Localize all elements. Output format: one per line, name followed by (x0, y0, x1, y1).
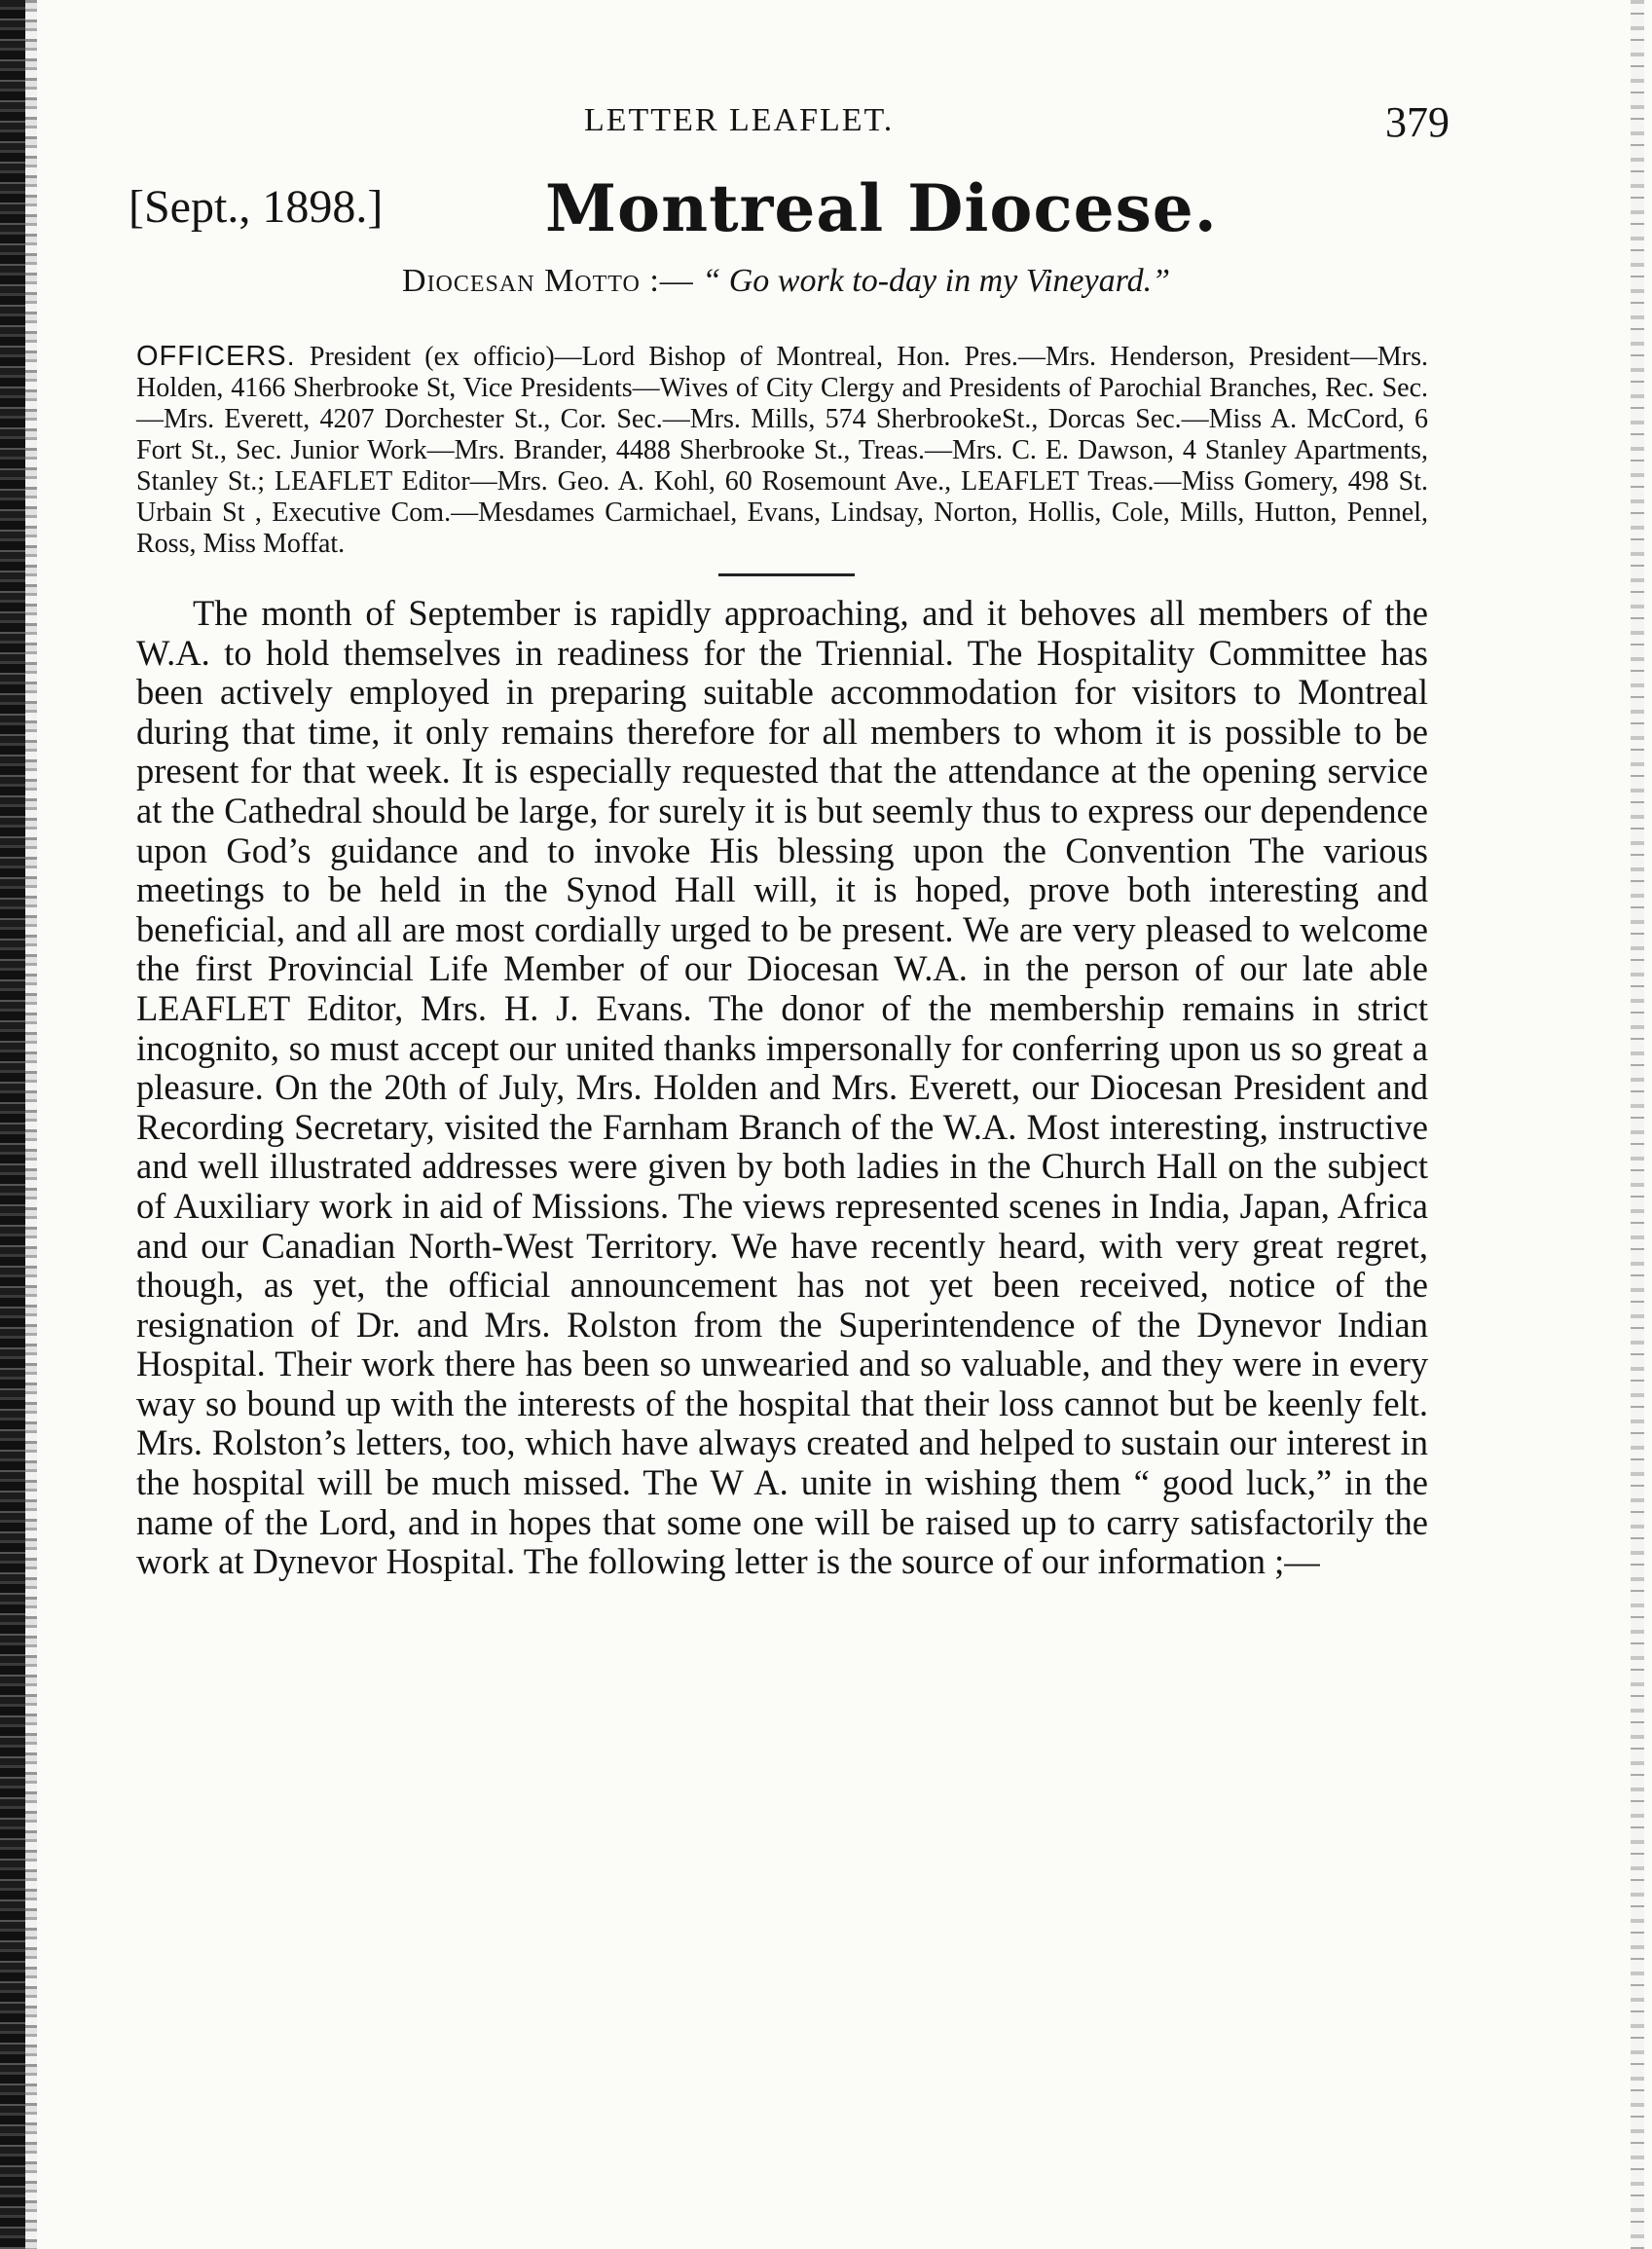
scan-edge-right (1631, 0, 1644, 2249)
officers-text: President (ex officio)—Lord Bishop of Montreal, Hon. Pres.—Mrs. Henderson, President—Mrs. Holden, 4166 Sherbrooke St, Vice Presidents—Wives of City Clergy and Presidents of Parochial Branches, Rec. Sec.—Mrs. Everett, 4207 Dorchester St., Cor. Sec.—Mrs. Mills, 574 SherbrookeSt., Dorcas Sec.—Miss A. McCord, 6 Fort St., Sec. Junior Work—Mrs. Brander, 4488 Sherbrooke St., Treas.—Mrs. C. E. Dawson, 4 Stanley Apartments, Stanley St.; LEAFLET Editor—Mrs. Geo. A. Kohl, 60 Rosemount Ave., LEAFLET Treas.—Miss Gomery, 498 St. Urbain St , Executive Com.—Mesdames Carmichael, Evans, Lindsay, Norton, Hollis, Cole, Mills, Hutton, Pennel, Ross, Miss Moffat. (136, 342, 1428, 559)
page-number: 379 (1385, 98, 1450, 146)
section-divider (718, 573, 855, 576)
motto-text: “ Go work to-day in my Vineyard.” (702, 263, 1170, 299)
body-paragraph: The month of September is rapidly approaching, and it behoves all members of the W.A. to hold themselves in readiness for the Triennial. The Hospitality Committee has been actively employed in preparing suitable accommodation for visitors to Montreal during that time, it only remains therefore for all members to whom it is possible to be present for that week. It is especially requested that the attendance at the opening service at the Cathedral should be large, for surely it is but seemly thus to express our dependence upon God’s guidance and to invoke His blessing upon the Convention The various meetings to be held in the Synod Hall will, it is hoped, prove both interesting and beneficial, and all are most cordially urged to be present. We are very pleased to welcome the first Provincial Life Member of our Diocesan W.A. in the person of our late able LEAFLET Editor, Mrs. H. J. Evans. The donor of the membership remains in strict incognito, so must accept our united thanks impersonally for conferring upon us so great a pleasure. On the 20th of July, Mrs. Holden and Mrs. Everett, our Diocesan President and Recording Secretary, visited the Farnham Branch of the W.A. Most interesting, instructive and well illustrated addresses were given by both ladies in the Church Hall on the subject of Auxiliary work in aid of Missions. The views represented scenes in India, Japan, Africa and our Canadian North-West Territory. We have recently heard, with very great regret, though, as yet, the official announcement has not yet been received, notice of the resignation of Dr. and Mrs. Rolston from the Superintendence of the Dynevor Indian Hospital. Their work there has been so unwearied and so valuable, and they were in every way so bound up with the interests of the hospital that their loss cannot but be keenly felt. Mrs. Rolston’s letters, too, which have always created and helped to sustain our interest in the hospital will be much missed. The W A. unite in wishing them “ good luck,” in the name of the Lord, and in hopes that some one will be raised up to carry satisfactorily the work at Dynevor Hospital. The following letter is the source of our information ;— (136, 593, 1428, 1582)
running-title: LETTER LEAFLET. (584, 102, 895, 138)
officers-lead: OFFICERS. (136, 341, 296, 372)
issue-date: [Sept., 1898.] (128, 181, 384, 233)
scan-edge-shadow (25, 0, 37, 2249)
diocese-title: Montreal Diocese. (545, 170, 1218, 246)
diocesan-motto (136, 263, 1436, 319)
officers-list (136, 341, 1436, 560)
heading-row (128, 170, 1436, 263)
motto-label: Diocesan Motto :— (402, 263, 694, 299)
running-head (136, 92, 1450, 170)
scan-edge-left (0, 0, 25, 2249)
document-page (128, 92, 1450, 1582)
